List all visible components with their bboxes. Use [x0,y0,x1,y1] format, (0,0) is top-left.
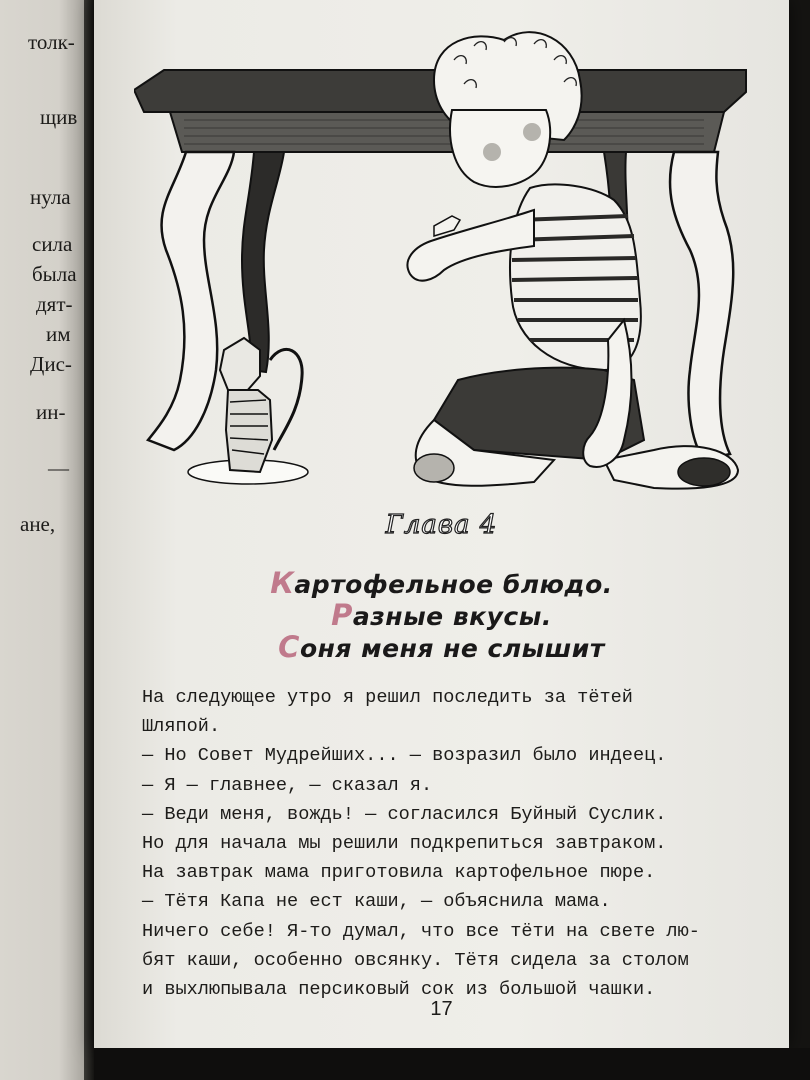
body-line: — Тётя Капа не ест каши, — объяснила мама. [142,891,611,913]
body-text [142,683,702,1004]
page-number: 17 [430,998,453,1020]
chapter-title-text: артофельное блюдо. [294,570,613,599]
chapter-title-text: азные вкусы. [352,602,552,631]
body-line: Но для начала мы решили подкрепиться завтраком. [142,833,667,855]
body-line: На следующее утро я решил последить за тётей [142,687,633,708]
left-page-fragment: толк- [28,30,75,54]
chapter-title-capital: С [278,630,300,664]
left-page [0,0,84,1080]
left-page-fragment: им [46,322,71,346]
body-line: Шляпой. [142,716,221,738]
body-line: бят каши, особенно овсянку. Тётя сидела за столом [142,949,689,971]
background-surface [94,1048,810,1080]
body-line: На завтрак мама приготовила картофельное пюре. [142,862,656,884]
left-page-fragment: щив [40,105,78,129]
chapter-title-capital: Р [331,598,353,632]
left-page-fragment: ин- [36,400,66,424]
body-line: Ничего себе! Я-то думал, что все тёти на свете лю- [142,920,700,942]
left-page-fragment: ане, [20,512,56,536]
left-page-fragment: Дис- [30,352,72,376]
chapter-title-capital: К [270,566,295,600]
left-page-fragment: была [32,262,77,286]
right-page [94,0,789,1048]
body-line: и выхлюпывала персиковый сок из большой чашки. [142,979,656,1001]
chapter-title-line-1 [94,566,789,600]
left-page-fragment: дят- [36,292,73,316]
chapter-title-line-2 [94,598,789,632]
left-page-fragment: сила [32,232,73,256]
left-page-fragment: нула [30,185,71,209]
boy-under-table-with-cat-illustration [134,20,754,510]
chapter-title-text: оня меня не слышит [299,634,605,663]
chapter-label: Глава 4 [385,510,498,540]
body-line: — Но Совет Мудрейших... — возразил было индеец. [142,745,667,767]
left-page-fragment: — [48,456,69,480]
body-line: — Веди меня, вождь! — согласился Буйный Суслик. [142,803,667,825]
chapter-title-line-3 [94,630,789,664]
book-gutter [84,0,94,1080]
body-line: — Я — главнее, — сказал я. [142,774,433,796]
